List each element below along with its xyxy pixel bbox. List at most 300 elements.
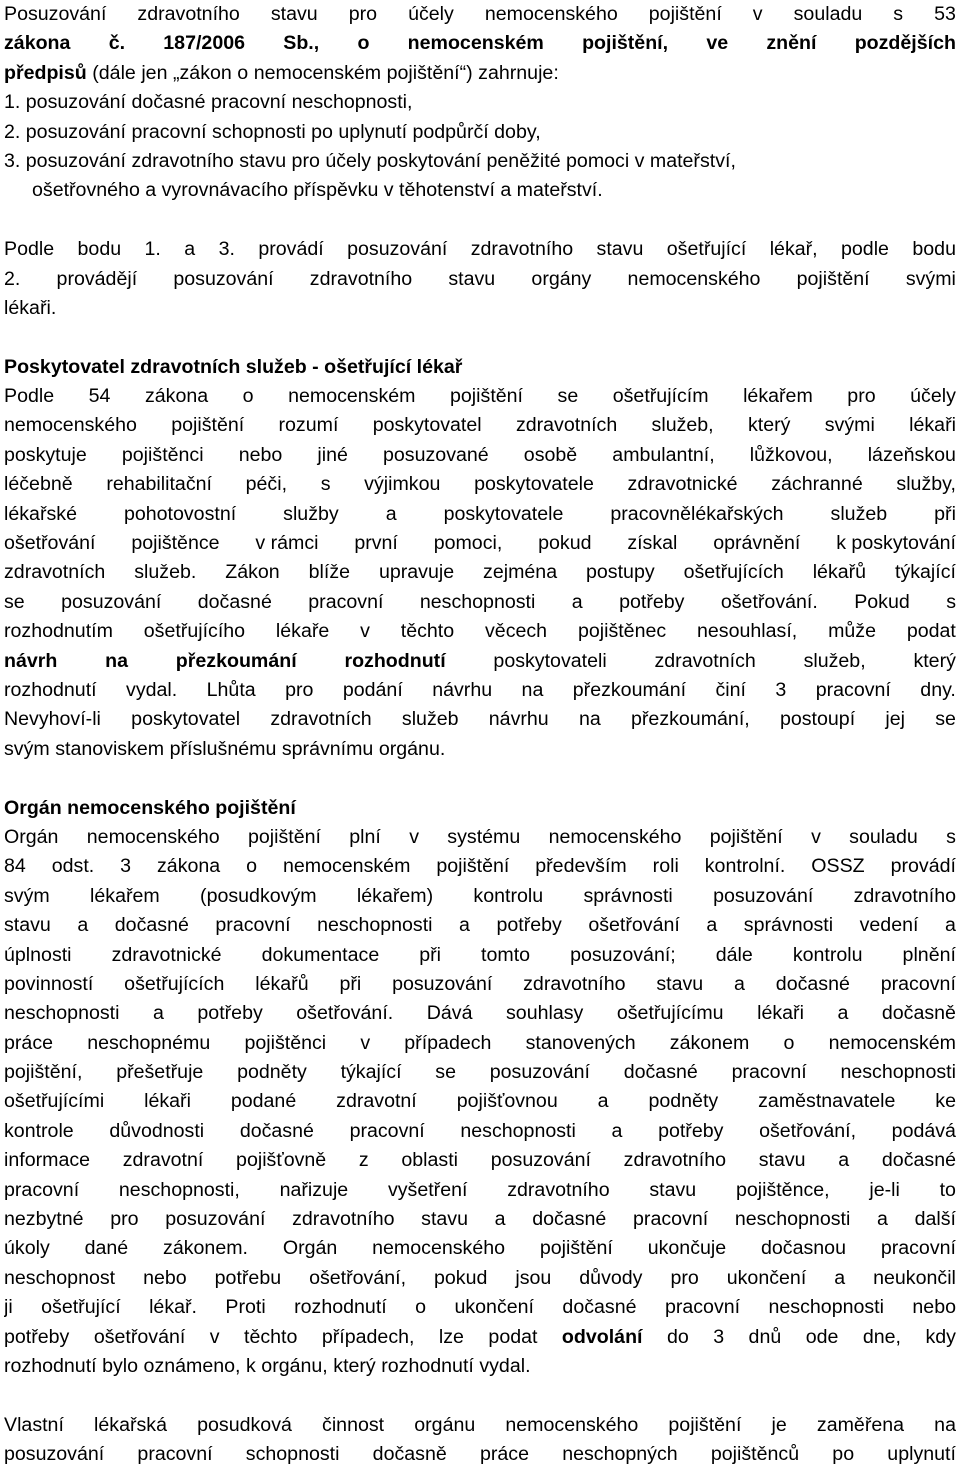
word: podněty bbox=[237, 1061, 307, 1084]
word: zdravotnické bbox=[627, 473, 738, 496]
word: a bbox=[152, 1002, 164, 1025]
word: potřeby bbox=[658, 1119, 724, 1142]
word: v bbox=[360, 620, 370, 643]
word: léčebně bbox=[4, 473, 73, 496]
word: zaměřena bbox=[816, 1413, 905, 1436]
text-line bbox=[4, 500, 956, 529]
word: účely bbox=[408, 3, 454, 25]
word: ambulantní, bbox=[612, 443, 715, 466]
word: svými bbox=[905, 267, 956, 290]
word: se bbox=[557, 385, 579, 408]
word: a bbox=[459, 914, 470, 937]
list-item-text: 1. posuzování dočasné pracovní neschopnosti, bbox=[4, 91, 413, 114]
word: důvody bbox=[579, 1266, 643, 1289]
word: posuzování bbox=[713, 884, 814, 907]
word: nemocenského bbox=[86, 825, 220, 848]
word: podané bbox=[230, 1090, 297, 1113]
text-line bbox=[4, 882, 956, 911]
word: dočasně bbox=[372, 1443, 447, 1466]
section-heading bbox=[4, 794, 956, 823]
word: lékaři bbox=[909, 414, 956, 437]
text-line bbox=[4, 676, 956, 705]
word: roli bbox=[652, 855, 679, 878]
word: nemocenského bbox=[4, 414, 137, 437]
word: s bbox=[893, 3, 904, 25]
word: a bbox=[571, 590, 583, 613]
word: neschopnosti bbox=[768, 1296, 884, 1319]
word: provádí bbox=[258, 238, 324, 261]
text-line bbox=[4, 1411, 956, 1440]
word: podle bbox=[841, 238, 889, 261]
text-line bbox=[4, 1146, 956, 1175]
word: další bbox=[914, 1208, 956, 1231]
word: ošetřování bbox=[4, 532, 96, 555]
paragraph-final bbox=[4, 1411, 956, 1470]
word: rozhodnutí bbox=[381, 1354, 474, 1377]
word: Vlastní bbox=[4, 1413, 64, 1436]
word: nemocenském bbox=[828, 1031, 956, 1054]
word: 1. bbox=[144, 238, 161, 261]
word: úkoly bbox=[4, 1237, 50, 1260]
word: pojištění, bbox=[582, 32, 669, 55]
text-line bbox=[4, 1205, 956, 1234]
word: služeb, bbox=[803, 649, 866, 672]
word: ji bbox=[4, 1296, 13, 1319]
word: pomoci, bbox=[433, 532, 503, 555]
word: přezkoumání, bbox=[631, 708, 750, 731]
word: předpisů bbox=[4, 61, 87, 84]
word: na bbox=[521, 678, 544, 701]
word: a bbox=[834, 1266, 846, 1289]
word: týkající bbox=[340, 1061, 402, 1084]
word: pracovní bbox=[4, 1178, 80, 1201]
word: svým bbox=[4, 737, 50, 760]
word: posuzování bbox=[347, 238, 448, 261]
word: dále bbox=[715, 943, 753, 966]
text-line bbox=[4, 1264, 956, 1293]
word: zdravotní bbox=[122, 1149, 204, 1172]
word: potřeby bbox=[496, 914, 562, 937]
word: vedení bbox=[859, 914, 919, 937]
word: dny. bbox=[920, 678, 956, 701]
word: který bbox=[747, 414, 791, 437]
word: Dává bbox=[426, 1002, 473, 1025]
word: o bbox=[237, 61, 249, 84]
word: souladu bbox=[849, 825, 918, 848]
word: první bbox=[354, 532, 398, 555]
word: pozdějších bbox=[854, 32, 956, 55]
word: přešetřuje bbox=[116, 1061, 204, 1084]
word: lékařů bbox=[255, 972, 309, 995]
text-line bbox=[4, 1323, 956, 1352]
word: podání bbox=[342, 678, 403, 701]
word: lékařem bbox=[743, 385, 813, 408]
word: neschopnosti bbox=[460, 1119, 576, 1142]
word: ošetřování. bbox=[296, 1002, 394, 1025]
word: nemocenském bbox=[407, 32, 544, 55]
word: lékaři bbox=[144, 1090, 191, 1113]
word: tomto bbox=[481, 943, 531, 966]
word: dočasnou bbox=[760, 1237, 846, 1260]
word: a bbox=[611, 1119, 623, 1142]
word: a bbox=[838, 1149, 850, 1172]
word: pojištěnců bbox=[710, 1443, 800, 1466]
word: dočasné bbox=[623, 1061, 698, 1084]
word: práce bbox=[4, 1031, 54, 1054]
word: o bbox=[246, 855, 258, 878]
word: služeb bbox=[401, 708, 459, 731]
word: posudková bbox=[197, 1413, 292, 1436]
word: pokud bbox=[538, 532, 592, 555]
word: neschopnost bbox=[4, 1266, 116, 1289]
word: nemocenském bbox=[253, 61, 382, 84]
word: v bbox=[811, 825, 821, 848]
text-line bbox=[4, 235, 956, 264]
word: orgánu, bbox=[261, 1354, 328, 1377]
word: návrhu bbox=[432, 678, 493, 701]
word: a bbox=[597, 1090, 609, 1113]
word: o bbox=[357, 32, 370, 55]
section-heading-text: Orgán nemocenského pojištění bbox=[4, 796, 296, 819]
text-line bbox=[4, 1176, 956, 1205]
word: Sb., bbox=[283, 32, 320, 55]
word: ošetřujícími bbox=[4, 1090, 105, 1113]
word: těchto bbox=[400, 620, 455, 643]
word: Orgán bbox=[4, 825, 59, 848]
spacer bbox=[4, 323, 956, 352]
word: stavu bbox=[4, 914, 51, 937]
text-line bbox=[4, 999, 956, 1028]
word: pojištění bbox=[648, 3, 722, 25]
word: pracovní bbox=[731, 1061, 807, 1084]
word: ošetřování bbox=[93, 1325, 186, 1348]
word: zdravotních bbox=[4, 561, 106, 584]
word: podat bbox=[488, 1325, 538, 1348]
text-line bbox=[4, 29, 956, 58]
word: lékaře bbox=[275, 620, 330, 643]
word: nemocenském bbox=[288, 385, 416, 408]
word: stavu bbox=[656, 972, 704, 995]
word: zdravotního bbox=[309, 267, 413, 290]
word: pro bbox=[285, 678, 314, 701]
word: posuzování bbox=[4, 1443, 105, 1466]
word: pracovní bbox=[664, 1296, 741, 1319]
word: o bbox=[415, 1296, 427, 1319]
word: dočasné bbox=[562, 1296, 637, 1319]
word: potřeby bbox=[619, 590, 685, 613]
word: na bbox=[934, 1413, 956, 1436]
word: pojištění bbox=[668, 1413, 742, 1436]
word: posuzování bbox=[490, 1149, 591, 1172]
word: zdravotních bbox=[515, 414, 618, 437]
word: a bbox=[876, 1208, 888, 1231]
word: ošetřujícím bbox=[612, 385, 709, 408]
word: dočasné bbox=[881, 1149, 956, 1172]
section-heading bbox=[4, 353, 956, 382]
word: upravuje bbox=[378, 561, 455, 584]
word: potřeby bbox=[197, 1002, 263, 1025]
word: zdravotního bbox=[292, 1208, 395, 1231]
word: pojištění bbox=[709, 825, 783, 848]
document-page bbox=[4, 0, 956, 1470]
text-line bbox=[4, 294, 956, 323]
word: o bbox=[783, 1031, 795, 1054]
word: nemocenského bbox=[505, 1413, 639, 1436]
word: 2. bbox=[4, 267, 21, 290]
word: který bbox=[333, 1354, 376, 1377]
word: pojištění, bbox=[4, 1061, 83, 1084]
word: a bbox=[77, 914, 89, 937]
word: zdravotního bbox=[507, 1178, 610, 1201]
word: rozumí bbox=[278, 414, 339, 437]
word: plní bbox=[349, 825, 381, 848]
word: a bbox=[706, 914, 718, 937]
word: o bbox=[242, 385, 254, 408]
word: úplnosti bbox=[4, 943, 72, 966]
text-line bbox=[4, 941, 956, 970]
word: pracovní bbox=[880, 972, 956, 995]
text-line bbox=[4, 1440, 956, 1469]
word: Orgán bbox=[282, 1237, 338, 1260]
word: posuzované bbox=[383, 443, 489, 466]
word: potřebu bbox=[214, 1266, 282, 1289]
text-line bbox=[4, 1117, 956, 1146]
word: pracovní bbox=[815, 678, 891, 701]
word: který bbox=[913, 649, 956, 672]
word: neschopnosti bbox=[734, 1208, 851, 1231]
word: systému bbox=[447, 825, 521, 848]
word: posuzování bbox=[392, 972, 493, 995]
word: kdy bbox=[925, 1325, 956, 1348]
text-line bbox=[4, 1087, 956, 1116]
word: služeb bbox=[830, 502, 888, 525]
word: jiné bbox=[317, 443, 348, 466]
word: souhlasy bbox=[506, 1002, 584, 1025]
word: lékařská bbox=[94, 1413, 167, 1436]
word: podat bbox=[906, 620, 956, 643]
word: přezkoumání bbox=[175, 649, 297, 672]
word: návrh bbox=[4, 649, 58, 672]
word: lékař. bbox=[149, 1296, 197, 1319]
word: dočasné bbox=[197, 590, 272, 613]
word: při bbox=[339, 972, 362, 995]
word: poskytovatel bbox=[131, 708, 241, 731]
word: příslušnému bbox=[169, 737, 277, 760]
word: 3 bbox=[120, 855, 132, 878]
word: zahrnuje: bbox=[478, 61, 559, 84]
word: lékařů bbox=[812, 561, 867, 584]
word: postoupí bbox=[779, 708, 856, 731]
word: to bbox=[939, 1178, 956, 1201]
intro-paragraph bbox=[4, 0, 956, 88]
word: věcech bbox=[485, 620, 548, 643]
word: lékařem bbox=[90, 884, 160, 907]
word: lékařem) bbox=[356, 884, 434, 907]
word: zákonem. bbox=[163, 1237, 248, 1260]
word: kontrole bbox=[4, 1119, 74, 1142]
word: dočasné bbox=[775, 972, 850, 995]
text-line bbox=[4, 59, 956, 88]
word: 84 bbox=[4, 855, 26, 878]
word: pojištění bbox=[539, 1237, 613, 1260]
word: posuzování; bbox=[570, 943, 676, 966]
word: kontrolu bbox=[473, 884, 544, 907]
text-line bbox=[4, 1029, 956, 1058]
word: pojištěnci bbox=[121, 443, 204, 466]
text-line bbox=[4, 852, 956, 881]
word: týkající bbox=[895, 561, 956, 584]
word: neschopných bbox=[562, 1443, 678, 1466]
word: přezkoumání bbox=[572, 678, 687, 701]
word: do bbox=[666, 1325, 689, 1348]
word: postupy bbox=[586, 561, 655, 584]
word: zákona bbox=[157, 855, 221, 878]
word: stavu bbox=[270, 3, 318, 25]
text-line bbox=[4, 647, 956, 676]
word: stanovených bbox=[525, 1031, 636, 1054]
word: lze bbox=[438, 1325, 464, 1348]
word: posuzování bbox=[173, 267, 274, 290]
text-line bbox=[4, 0, 956, 29]
word: s bbox=[946, 590, 956, 613]
word: s bbox=[946, 825, 956, 848]
list-item bbox=[4, 118, 956, 147]
list-item-text: ošetřovného a vyrovnávacího příspěvku v těhotenství a mateřství. bbox=[32, 179, 603, 202]
list-item-text: 3. posuzování zdravotního stavu pro účely poskytování peněžité pomoci v mateřství, bbox=[4, 149, 736, 172]
word: pracovní bbox=[880, 1237, 956, 1260]
word: vydal. bbox=[479, 1354, 531, 1377]
word: posuzování bbox=[489, 1061, 590, 1084]
word: (dále bbox=[92, 61, 136, 84]
word: Proti bbox=[225, 1296, 266, 1319]
list-item bbox=[4, 88, 956, 117]
word: ode bbox=[805, 1325, 839, 1348]
word: pojištění bbox=[436, 855, 510, 878]
spacer bbox=[4, 206, 956, 235]
word: dané bbox=[84, 1237, 129, 1260]
word: pracovní bbox=[633, 1208, 709, 1231]
word: rozhodnutím bbox=[4, 620, 113, 643]
spacer bbox=[4, 1381, 956, 1410]
word: zákona bbox=[144, 385, 209, 408]
word: správnosti bbox=[743, 914, 834, 937]
word: ošetřování bbox=[588, 914, 680, 937]
word: a bbox=[944, 914, 956, 937]
text-line bbox=[4, 1234, 956, 1263]
word: dne, bbox=[862, 1325, 901, 1348]
word: poskytovatele bbox=[443, 502, 564, 525]
word: nemocenského bbox=[627, 267, 761, 290]
word: pohotovostní bbox=[123, 502, 237, 525]
word: neschopnosti bbox=[840, 1061, 956, 1084]
word: blíže bbox=[308, 561, 351, 584]
word: stanoviskem bbox=[55, 737, 165, 760]
text-line bbox=[4, 441, 956, 470]
word: rozhodnutí bbox=[294, 1296, 387, 1319]
word: zdravotního bbox=[523, 972, 626, 995]
word: získal bbox=[627, 532, 678, 555]
word: ke bbox=[935, 1090, 956, 1113]
word: svým bbox=[4, 884, 50, 907]
word: rehabilitační bbox=[106, 473, 212, 496]
word: po bbox=[832, 1443, 855, 1466]
word: v bbox=[752, 3, 763, 25]
word: orgánu bbox=[414, 1413, 476, 1436]
word: nemocenského bbox=[372, 1237, 506, 1260]
word: pojištění bbox=[247, 825, 321, 848]
word: pracovní bbox=[349, 1119, 425, 1142]
list-item-continuation bbox=[4, 176, 956, 205]
word: péči, bbox=[245, 473, 288, 496]
word: zejména bbox=[483, 561, 558, 584]
word: se bbox=[435, 1061, 456, 1084]
word: jsou bbox=[515, 1266, 552, 1289]
word: na bbox=[105, 649, 129, 672]
word: na bbox=[578, 708, 601, 731]
word: informace bbox=[4, 1149, 91, 1172]
word: lékařské bbox=[4, 502, 77, 525]
word: správnosti bbox=[583, 884, 673, 907]
word: jen bbox=[141, 61, 168, 84]
word: pojištění bbox=[171, 414, 245, 437]
word: služeb, bbox=[651, 414, 714, 437]
word: 54 bbox=[88, 385, 111, 408]
word: neschopnosti bbox=[419, 590, 536, 613]
word: ošetřujícího bbox=[143, 620, 246, 643]
word: OSSZ bbox=[811, 855, 865, 878]
word: pojištění“) bbox=[386, 61, 473, 84]
word: nesouhlasí, bbox=[697, 620, 798, 643]
word: zákona bbox=[4, 32, 71, 55]
word: posuzování bbox=[165, 1208, 266, 1231]
word: ošetřující bbox=[41, 1296, 121, 1319]
text-line bbox=[4, 911, 956, 940]
text-line bbox=[4, 382, 956, 411]
word: plnění bbox=[902, 943, 956, 966]
section-body-1 bbox=[4, 382, 956, 764]
text-line bbox=[4, 705, 956, 734]
word: oblasti bbox=[401, 1149, 459, 1172]
word: dnů bbox=[748, 1325, 782, 1348]
word: odvolání bbox=[561, 1325, 643, 1348]
text-line bbox=[4, 1058, 956, 1087]
word: v rámci bbox=[255, 532, 319, 555]
word: pro bbox=[348, 3, 378, 25]
word: oprávnění bbox=[713, 532, 801, 555]
paragraph-body-1 bbox=[4, 235, 956, 323]
word: nebo bbox=[143, 1266, 187, 1289]
text-line bbox=[4, 558, 956, 587]
word: bylo bbox=[102, 1354, 139, 1377]
word: v bbox=[209, 1325, 220, 1348]
word: Podle bbox=[4, 238, 55, 261]
word: oznámeno, bbox=[143, 1354, 241, 1377]
word: 187/2006 bbox=[163, 32, 246, 55]
word: svými bbox=[824, 414, 875, 437]
word: dočasné bbox=[114, 914, 189, 937]
word: podává bbox=[891, 1119, 956, 1142]
word: stavu bbox=[758, 1149, 806, 1172]
word: kontrolní. bbox=[704, 855, 786, 878]
word: znění bbox=[766, 32, 817, 55]
word: při bbox=[934, 502, 956, 525]
list-item-text: 2. posuzování pracovní schopnosti po uplynutí podpůrčí doby, bbox=[4, 120, 541, 143]
word: pojištěnci bbox=[244, 1031, 327, 1054]
text-line bbox=[4, 411, 956, 440]
word: ošetřování, bbox=[759, 1119, 857, 1142]
word: Posuzování bbox=[4, 3, 107, 25]
word: lékaři bbox=[757, 1002, 804, 1025]
